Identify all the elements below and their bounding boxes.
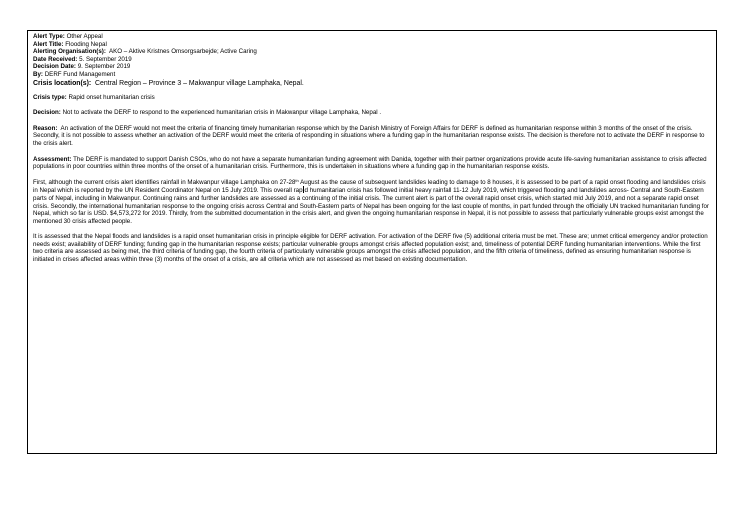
first-argument-part3: d humanitarian crisis has followed initial heavy rainfall 11-12 July 2019, which triggered flooding and landslides across- Central and South-Eastern parts of Nepal, including in Makwanpur. Continuing rains and further landslides are assessed as a continuing of the initial crisis. The current alert is part of the overall rapid onset crisis, which started mid July 2019, and not a separate rapid onset crisis. Secondly, the international humanitarian response to the ongoing crisis across Central and South-Eastern parts of Nepal has been ongoing for the last couple of months, in part funded through the officially UN tracked humanitarian funding for Nepal, which so far is USD. $4,573,272 for 2019. Thirdly, from the submitted documentation in the crisis alert, and given the ongoing humanitarian response in Nepal, it is not possible to assess that particularly vulnerable groups exist amongst the mentioned 30 crisis affected people.	[33, 187, 709, 225]
crisis-type-paragraph	[33, 94, 711, 102]
alerting-org-value: AKO – Aktive Kristnes Omsorgsarbejde; Active Caring	[109, 48, 257, 56]
alert-type-value: Other Appeal	[66, 33, 103, 40]
decision-date-label: Decision Date:	[33, 63, 76, 71]
date-received-label: Date Received:	[33, 55, 78, 63]
crisis-type-value: Rapid onset humanitarian crisis	[68, 93, 155, 101]
reason-value: An activation of the DERF would not meet the criteria of financing timely humanitarian response which by the Danish Ministry of Foreign Affairs for DERF is defined as humanitarian response within 3 months of the onset of the crisis. Secondly, it is not possible to assess whether an activation of the DERF would meet the criteria of responding in situations where a funding gap in the humanitarian response exists. The decision is therefore not to activate the DERF in response to the crisis alert.	[33, 124, 705, 147]
decision-value: Not to activate the DERF to respond to the experienced humanitarian crisis in Makwanpur village Lamphaka, Nepal .	[62, 109, 382, 117]
first-argument-paragraph	[33, 179, 711, 226]
alert-title-label: Alert Title:	[33, 40, 64, 48]
crisis-location-row	[33, 79, 711, 88]
decision-date-value: 9. September 2019	[77, 63, 131, 71]
ordinal-suffix: th	[295, 177, 299, 183]
decision-document	[27, 30, 717, 454]
date-received-value: 5. September 2019	[79, 55, 132, 63]
by-value: DERF Fund Management	[44, 70, 116, 78]
alerting-org-label: Alerting Organisation(s):	[33, 48, 106, 56]
alert-type-row	[33, 33, 711, 41]
first-argument-part2: August as the cause of subsequent landslides leading to damage to 8 houses, it is assessed to be part of a rapid onset flooding and landslides crisis in Nepal which is reported by the UN Resident Coordinator Nepal on 15 July 2019. This overall rap	[33, 178, 706, 195]
alerting-org-row	[33, 48, 711, 56]
conclusion-paragraph: It is assessed that the Nepal floods and landslides is a rapid onset humanitarian crisis in principle eligible for DERF activation. For activation of the DERF five (5) additional criteria must be met. These are; unmet critical emergency and/or protection needs exist; availability of DERF funding; funding gap in the humanitarian response exists; particular vulnerable groups amongst crisis affected population exist; and, timeliness of potential DERF funding humanitarian interventions. While the first two criteria are assessed as being met, the third criteria of funding gap, the fourth criteria of particularly vulnerable groups amongst the crisis affected population, and the fifth criteria of timeliness, defined as ensuring humanitarian response is initiated in crises affected areas within three (3) months of the onset of a crisis, are all criteria which are not assessed as met based on existing documentation.	[33, 233, 708, 264]
assessment-label: Assessment:	[33, 155, 72, 163]
assessment-value: The DERF is mandated to support Danish CSOs, who do not have a separate humanitarian funding agreement with Danida, together with their partner organizations provide acute life-saving humanitarian assistance to crisis affected populations in poor countries within three months of the onset of a humanitarian crisis. Furthermore, this is undertaken in situations where a funding gap in the humanitarian response exists.	[33, 155, 707, 171]
crisis-type-label: Crisis type:	[33, 93, 67, 101]
assessment-paragraph	[33, 156, 711, 171]
date-received-row	[33, 56, 711, 64]
decision-paragraph	[33, 109, 711, 117]
decision-label: Decision:	[33, 109, 61, 117]
alert-title-value: Flooding Nepal	[65, 40, 107, 48]
reason-paragraph	[33, 125, 711, 148]
by-label: By:	[33, 70, 43, 78]
crisis-location-value: Central Region – Province 3 – Makwanpur village Lamphaka, Nepal.	[95, 79, 304, 87]
reason-label: Reason:	[33, 124, 58, 132]
by-row	[33, 71, 711, 79]
alert-type-label: Alert Type:	[33, 33, 65, 40]
first-argument-part1: First, although the current crisis alert identifies rainfall in Makwanpur village Lamphaka on 27-28	[33, 178, 296, 186]
document-header	[33, 33, 711, 88]
decision-date-row	[33, 63, 711, 71]
alert-title-row	[33, 41, 711, 49]
crisis-location-label: Crisis location(s):	[33, 79, 92, 87]
